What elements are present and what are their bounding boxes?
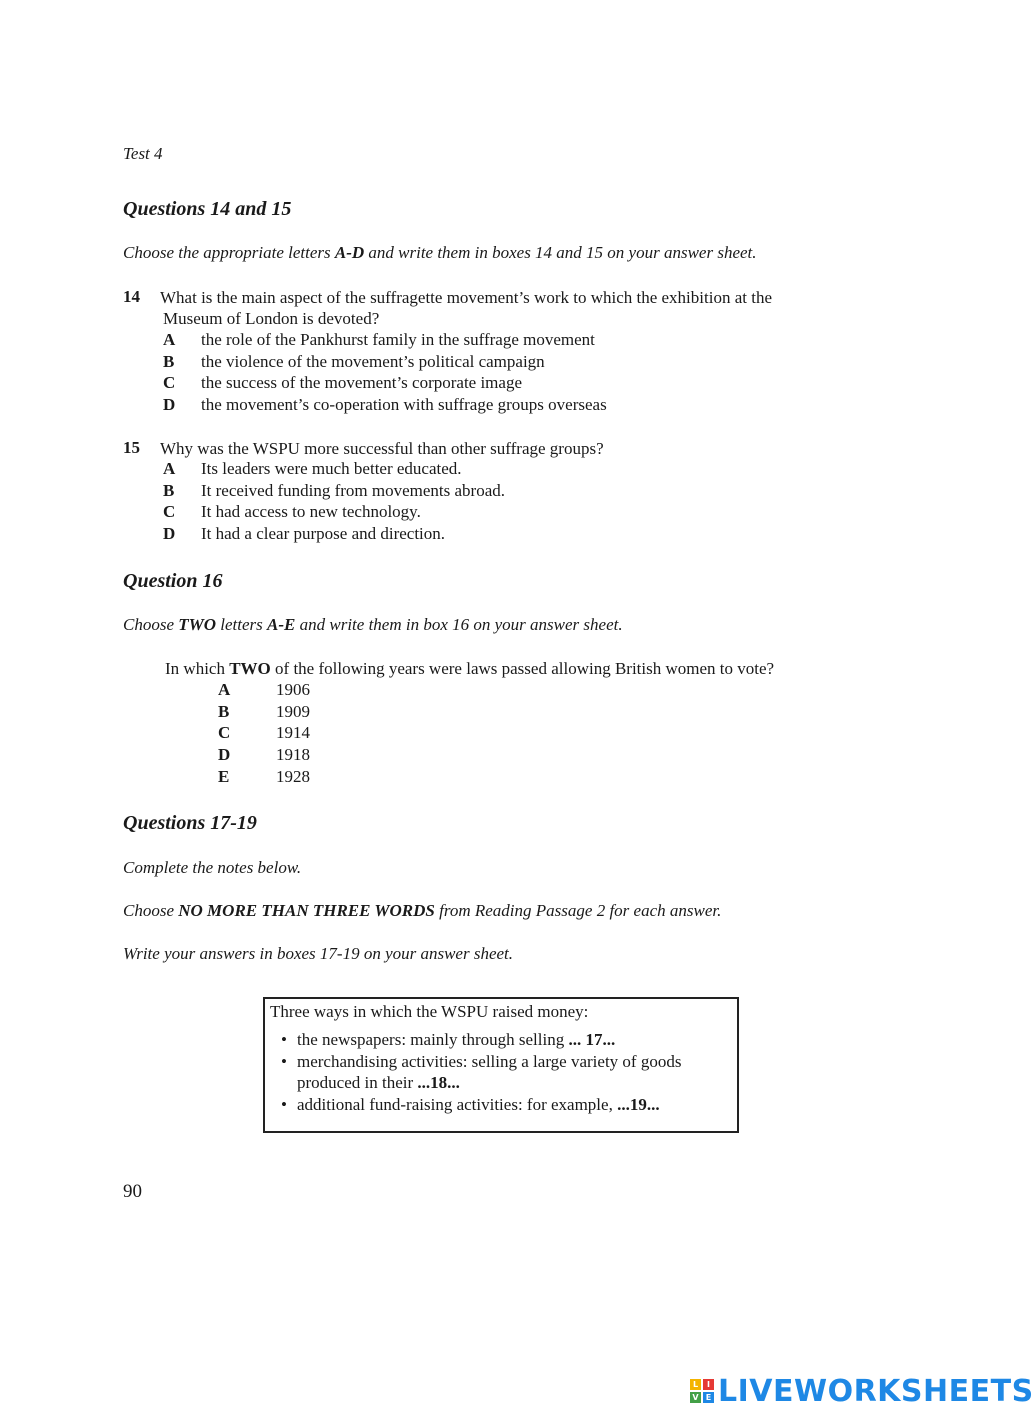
instruction-bold: NO MORE THAN THREE WORDS — [178, 901, 435, 920]
option-letter: E — [218, 767, 230, 786]
option-letter: A — [163, 459, 176, 478]
answer-gap-17[interactable]: ... 17... — [568, 1030, 616, 1049]
option-text: the success of the movement’s corporate image — [201, 373, 522, 392]
bullet-icon: • — [281, 1030, 287, 1049]
notes-item-18-line1: merchandising activities: selling a large variety of goods — [297, 1052, 682, 1071]
question-bold: TWO — [229, 659, 271, 678]
notes-text: produced in their — [297, 1073, 418, 1092]
bullet-icon: • — [281, 1052, 287, 1071]
instruction-complete-notes: Complete the notes below. — [123, 858, 302, 877]
instruction-text: and write them in boxes 14 and 15 on your answer sheet. — [364, 243, 757, 262]
logo-grid-icon — [690, 1379, 714, 1403]
option-letter: D — [163, 395, 176, 414]
notes-item-17 — [297, 1030, 615, 1050]
question-text: In which — [165, 659, 230, 678]
option-letter: B — [218, 702, 230, 721]
notes-box — [263, 997, 739, 1133]
page-number: 90 — [123, 1181, 142, 1202]
option-text: the movement’s co-operation with suffrage groups overseas — [201, 395, 607, 414]
answer-gap-19[interactable]: ...19... — [617, 1095, 660, 1114]
instruction-word-limit — [123, 901, 721, 921]
instruction-text: Choose — [123, 615, 179, 634]
logo-tile: V — [690, 1392, 701, 1403]
bullet-icon: • — [281, 1095, 287, 1114]
logo-tile: I — [703, 1379, 714, 1390]
instruction-text: and write them in box 16 on your answer sheet. — [295, 615, 623, 634]
option-text: It received funding from movements abroad. — [201, 481, 506, 500]
question-text: Museum of London is devoted? — [163, 309, 380, 328]
notes-title: Three ways in which the WSPU raised money: — [270, 1002, 589, 1021]
question-text: of the following years were laws passed allowing British women to vote? — [270, 659, 775, 678]
instruction-bold: A-E — [267, 615, 296, 634]
section-heading-14-15: Questions 14 and 15 — [123, 198, 292, 220]
option-text: It had a clear purpose and direction. — [201, 524, 446, 543]
notes-text: the newspapers: mainly through selling — [297, 1030, 569, 1049]
option-letter: C — [163, 373, 176, 392]
question-number: 15 — [123, 438, 140, 457]
option-letter: D — [218, 745, 231, 764]
question-16-text — [165, 659, 774, 679]
option-letter: A — [163, 330, 176, 349]
notes-item-18-line2 — [297, 1073, 460, 1093]
option-letter: B — [163, 352, 175, 371]
option-text: 1914 — [276, 723, 310, 742]
instruction-text: Choose — [123, 901, 179, 920]
question-text: Why was the WSPU more successful than other suffrage groups? — [160, 439, 604, 458]
option-letter: C — [218, 723, 231, 742]
option-text: 1918 — [276, 745, 310, 764]
notes-text: additional fund-raising activities: for example, — [297, 1095, 618, 1114]
instruction-16 — [123, 615, 623, 635]
instruction-bold: TWO — [178, 615, 217, 634]
instruction-text: Choose the appropriate letters — [123, 243, 335, 262]
instruction-text: letters — [216, 615, 268, 634]
option-text: 1906 — [276, 680, 310, 699]
option-letter: D — [163, 524, 176, 543]
logo-tile: E — [703, 1392, 714, 1403]
question-text: What is the main aspect of the suffragette movement’s work to which the exhibition at the — [160, 288, 772, 307]
option-text: It had access to new technology. — [201, 502, 421, 521]
option-text: the role of the Pankhurst family in the suffrage movement — [201, 330, 595, 349]
answer-gap-18[interactable]: ...18... — [417, 1073, 460, 1092]
option-text: 1928 — [276, 767, 310, 786]
option-text: the violence of the movement’s political campaign — [201, 352, 545, 371]
option-letter: B — [163, 481, 175, 500]
section-heading-17-19: Questions 17-19 — [123, 812, 257, 834]
question-number: 14 — [123, 287, 140, 306]
option-letter: C — [163, 502, 176, 521]
instruction-bold: A-D — [334, 243, 365, 262]
section-heading-16: Question 16 — [123, 570, 223, 592]
instruction-answer-boxes: Write your answers in boxes 17-19 on your answer sheet. — [123, 944, 514, 963]
option-text: 1909 — [276, 702, 310, 721]
liveworksheets-logo[interactable] — [690, 1371, 1034, 1411]
option-text: Its leaders were much better educated. — [201, 459, 462, 478]
instruction-14-15 — [123, 243, 757, 263]
notes-item-19 — [297, 1095, 660, 1115]
page-header: Test 4 — [123, 144, 163, 163]
instruction-text: from Reading Passage 2 for each answer. — [434, 901, 722, 920]
logo-tile: L — [690, 1379, 701, 1390]
option-letter: A — [218, 680, 231, 699]
logo-text: LIVEWORKSHEETS — [718, 1373, 1034, 1409]
